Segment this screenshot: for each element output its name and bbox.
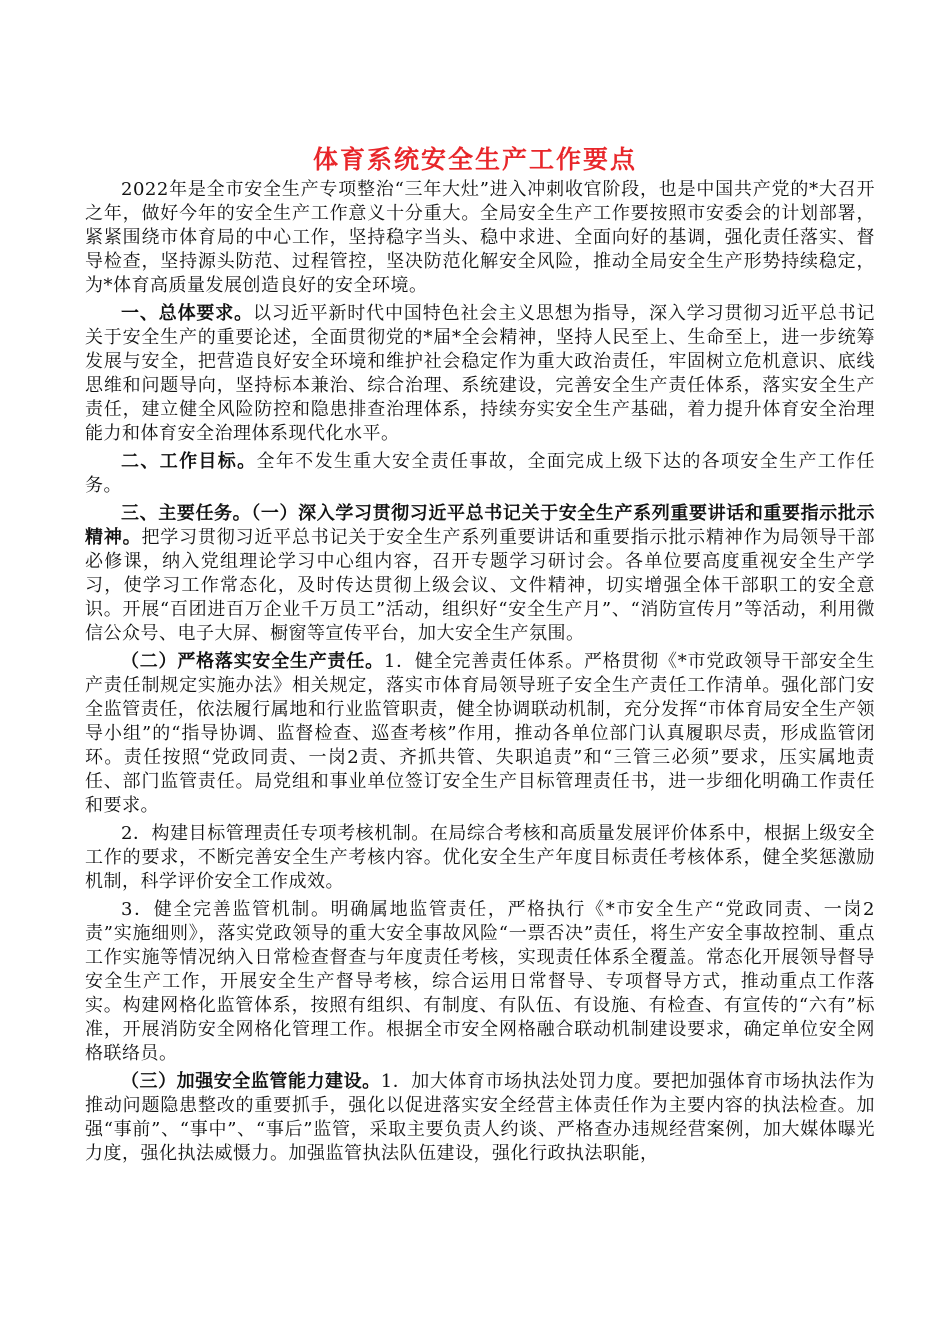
- section-heading: 一、总体要求。: [121, 303, 254, 324]
- paragraph-text: 以习近平新时代中国特色社会主义思想为指导，深入学习贯彻习近平总书记关于安全生产的重要论述，全面贯彻党的*届*全会精神，坚持人民至上、生命至上，进一步统筹发展与安全，把营造良好安全环境和维护社会稳定作为重大政治责任，牢固树立危机意识、底线思维和问题导向，坚持标本兼治、综合治理、系统建设，完善安全生产责任体系，落实安全生产责任，建立健全风险防控和隐患排查治理体系，持续夯实安全生产基础，着力提升体育安全治理能力和体育安全治理体系现代化水平。: [85, 303, 875, 444]
- paragraph-general-requirements: [85, 302, 875, 446]
- document-body: [85, 178, 875, 1170]
- paragraph-main-tasks: [85, 502, 875, 646]
- paragraph-text: 2022年是全市安全生产专项整治“三年大灶”进入冲刺收官阶段，也是中国共产党的*大召开之年，做好今年的安全生产工作意义十分重大。全局安全生产工作要按照市安委会的计划部署，紧紧围绕市体育局的中心工作，坚持稳字当头、稳中求进、全面向好的基调，强化责任落实、督导检查，坚持源头防范、过程管控，坚决防范化解安全风险，推动全局安全生产形势持续稳定，为*体育高质量发展创造良好的安全环境。: [85, 179, 875, 296]
- paragraph-text: 2．构建目标管理责任专项考核机制。在局综合考核和高质量发展评价体系中，根据上级安全工作的要求，不断完善安全生产考核内容。优化安全生产年度目标责任考核体系，健全奖惩激励机制，科学评价安全工作成效。: [85, 823, 875, 892]
- paragraph-work-goals: [85, 450, 875, 498]
- paragraph-responsibility: [85, 650, 875, 818]
- section-heading: 三、主要任务。（一）深入学习贯彻习近平总书记关于安全生产系列重要讲话和重要指示批示精神。: [85, 503, 875, 548]
- document-title: 体育系统安全生产工作要点: [312, 145, 637, 174]
- paragraph-text: 把学习贯彻习近平总书记关于安全生产系列重要讲话和重要指示批示精神作为局领导干部必修课，纳入党组理论学习中心组内容，召开专题学习研讨会。各单位要高度重视安全生产学习，使学习工作常态化，及时传达贯彻上级会议、文件精神，切实增强全体干部职工的安全意识。开展“百团进百万企业千万员工”活动，组织好“安全生产月”、“消防宣传月”等活动，利用微信公众号、电子大屏、橱窗等宣传平台，加大安全生产氛围。: [85, 527, 875, 644]
- paragraph-text: 1．健全完善责任体系。严格贯彻《*市党政领导干部安全生产责任制规定实施办法》相关规定，落实市体育局领导班子安全生产责任工作清单。强化部门安全监管责任，依法履行属地和行业监管职责，健全协调联动机制，充分发挥“市体育局安全生产领导小组”的“指导协调、监督检查、巡查考核”作用，推动各单位部门认真履职尽责，形成监管闭环。责任按照“党政同责、一岗2责、齐抓共管、失职追责”和“三管三必须”要求，压实属地责任、部门监管责任。局党组和事业单位签订安全生产目标管理责任书，进一步细化明确工作责任和要求。: [85, 651, 876, 816]
- paragraph-text: 1．加大体育市场执法处罚力度。要把加强体育市场执法作为推动问题隐患整改的重要抓手，强化以促进落实安全经营主体责任作为主要内容的执法检查。加强“事前”、“事中”、“事后”监管，采取主要负责人约谈、严格查办违规经营案例，加大媒体曝光力度，强化执法威慑力。加强监管执法队伍建设，强化行政执法职能，: [85, 1071, 875, 1164]
- paragraph-capacity-building: [85, 1070, 875, 1166]
- paragraph-text: 全年不发生重大安全责任事故，全面完成上级下达的各项安全生产工作任务。: [85, 451, 876, 496]
- paragraph-text: 3．健全完善监管机制。明确属地监管责任，严格执行《*市安全生产“党政同责、一岗2责”实施细则》，落实党政领导的重大安全事故风险“一票否决”责任，将生产安全事故控制、重点工作实施等情况纳入日常检查督查与年度责任考核，实现责任体系全覆盖。常态化开展领导督导安全生产工作，开展安全生产督导考核，综合运用日常督导、专项督导方式，推动重点工作落实。构建网格化监管体系，按照有组织、有制度、有队伍、有设施、有检查、有宣传的“六有”标准，开展消防安全网格化管理工作。根据全市安全网格融合联动机制建设要求，确定单位安全网格联络员。: [85, 899, 875, 1064]
- section-heading: 二、工作目标。: [121, 451, 257, 472]
- paragraph-assessment: [85, 822, 875, 894]
- section-heading: （三）加强安全监管能力建设。: [121, 1071, 381, 1092]
- paragraph-supervision: [85, 898, 875, 1066]
- paragraph-intro: [85, 178, 875, 298]
- section-heading: （二）严格落实安全生产责任。: [121, 651, 384, 672]
